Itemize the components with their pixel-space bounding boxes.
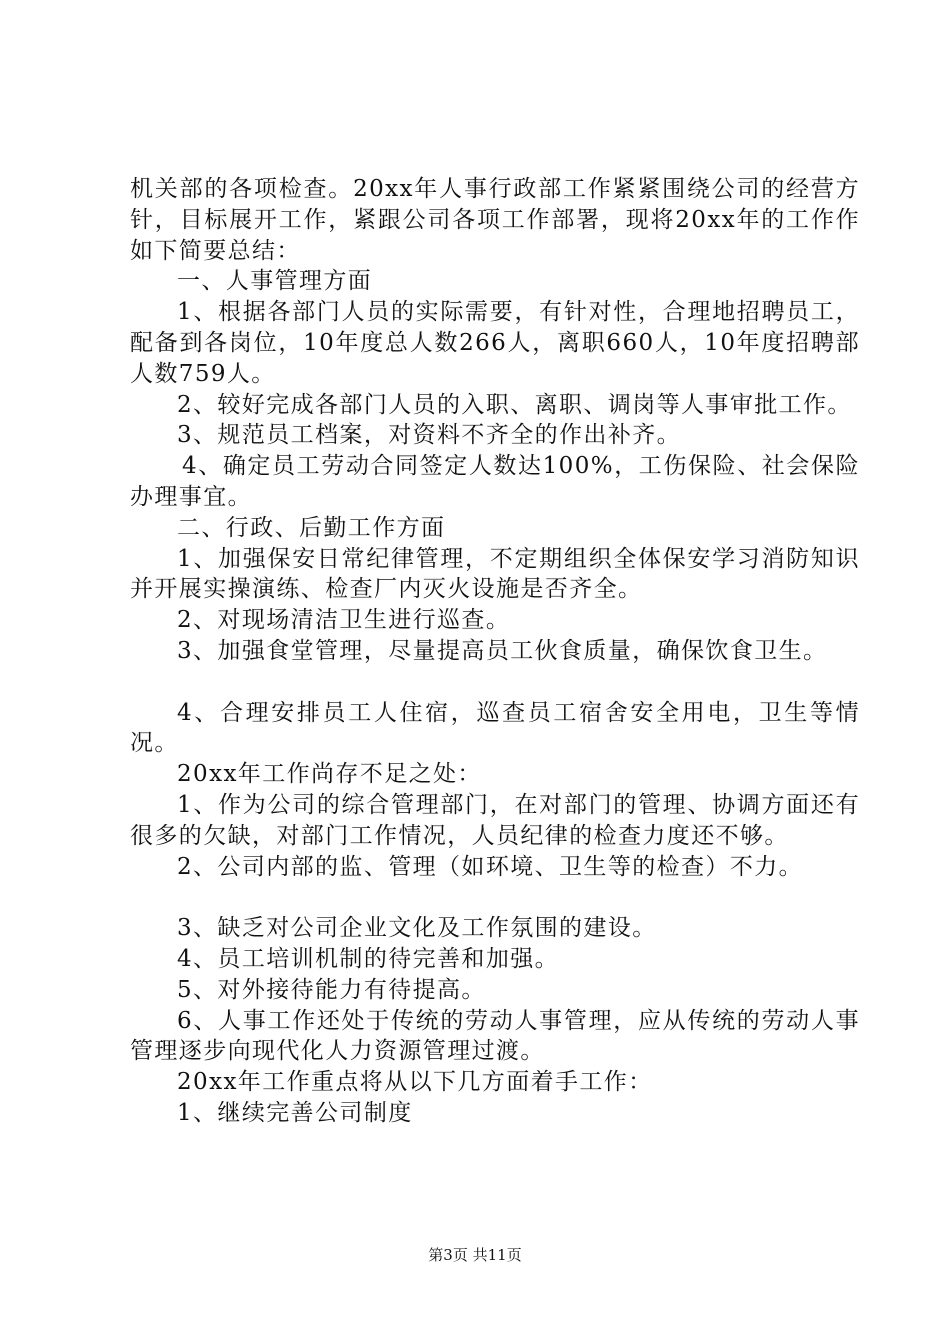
list-item: 1、根据各部门人员的实际需要，有针对性，合理地招聘员工，配备到各岗位，10年度总人数266人，离职660人，10年度招聘部人数759人。 <box>130 299 860 387</box>
list-item: 3、规范员工档案，对资料不齐全的作出补齐。 <box>177 422 682 449</box>
section-heading-hr: 一、人事管理方面 <box>177 268 373 295</box>
list-item: 1、加强保安日常纪律管理，不定期组织全体保安学习消防知识并开展实操演练、检查厂内灭火设施是否齐全。 <box>130 545 860 603</box>
list-item: 1、作为公司的综合管理部门，在对部门的管理、协调方面还有很多的欠缺，对部门工作情况，人员纪律的检查力度还不够。 <box>130 791 860 849</box>
list-item: 2、较好完成各部门人员的入职、离职、调岗等人事审批工作。 <box>177 391 852 418</box>
page-number-footer: 第3页 共11页 <box>428 1246 522 1264</box>
list-item: 4、合理安排员工人住宿，巡查员工宿舍安全用电，卫生等情况。 <box>130 699 860 757</box>
list-item: 2、公司内部的监、管理（如环境、卫生等的检查）不力。 <box>177 853 804 880</box>
list-item: 2、对现场清洁卫生进行巡查。 <box>177 607 511 634</box>
list-item: 4、员工培训机制的待完善和加强。 <box>177 945 560 972</box>
list-item: 5、对外接待能力有待提高。 <box>177 976 486 1003</box>
section-heading-shortcomings: 20xx年工作尚存不足之处： <box>177 761 482 788</box>
list-item: 6、人事工作还处于传统的劳动人事管理，应从传统的劳动人事管理逐步向现代化人力资源管理过渡。 <box>130 1007 860 1065</box>
document-body <box>130 174 860 1129</box>
paragraph-intro: 机关部的各项检查。20xx年人事行政部工作紧紧围绕公司的经营方针，目标展开工作，紧跟公司各项工作部署，现将20xx年的工作作如下简要总结： <box>130 176 860 264</box>
list-item: 3、加强食堂管理，尽量提高员工伙食质量，确保饮食卫生。 <box>177 637 828 664</box>
section-heading-admin: 二、行政、后勤工作方面 <box>177 514 446 541</box>
list-item: 4、确定员工劳动合同签定人数达100%，工伤保险、社会保险办理事宜。 <box>130 453 860 510</box>
list-item: 1、继续完善公司制度 <box>177 1099 413 1126</box>
section-heading-focus: 20xx年工作重点将从以下几方面着手工作： <box>177 1069 653 1096</box>
list-item: 3、缺乏对公司企业文化及工作氛围的建设。 <box>177 915 657 942</box>
